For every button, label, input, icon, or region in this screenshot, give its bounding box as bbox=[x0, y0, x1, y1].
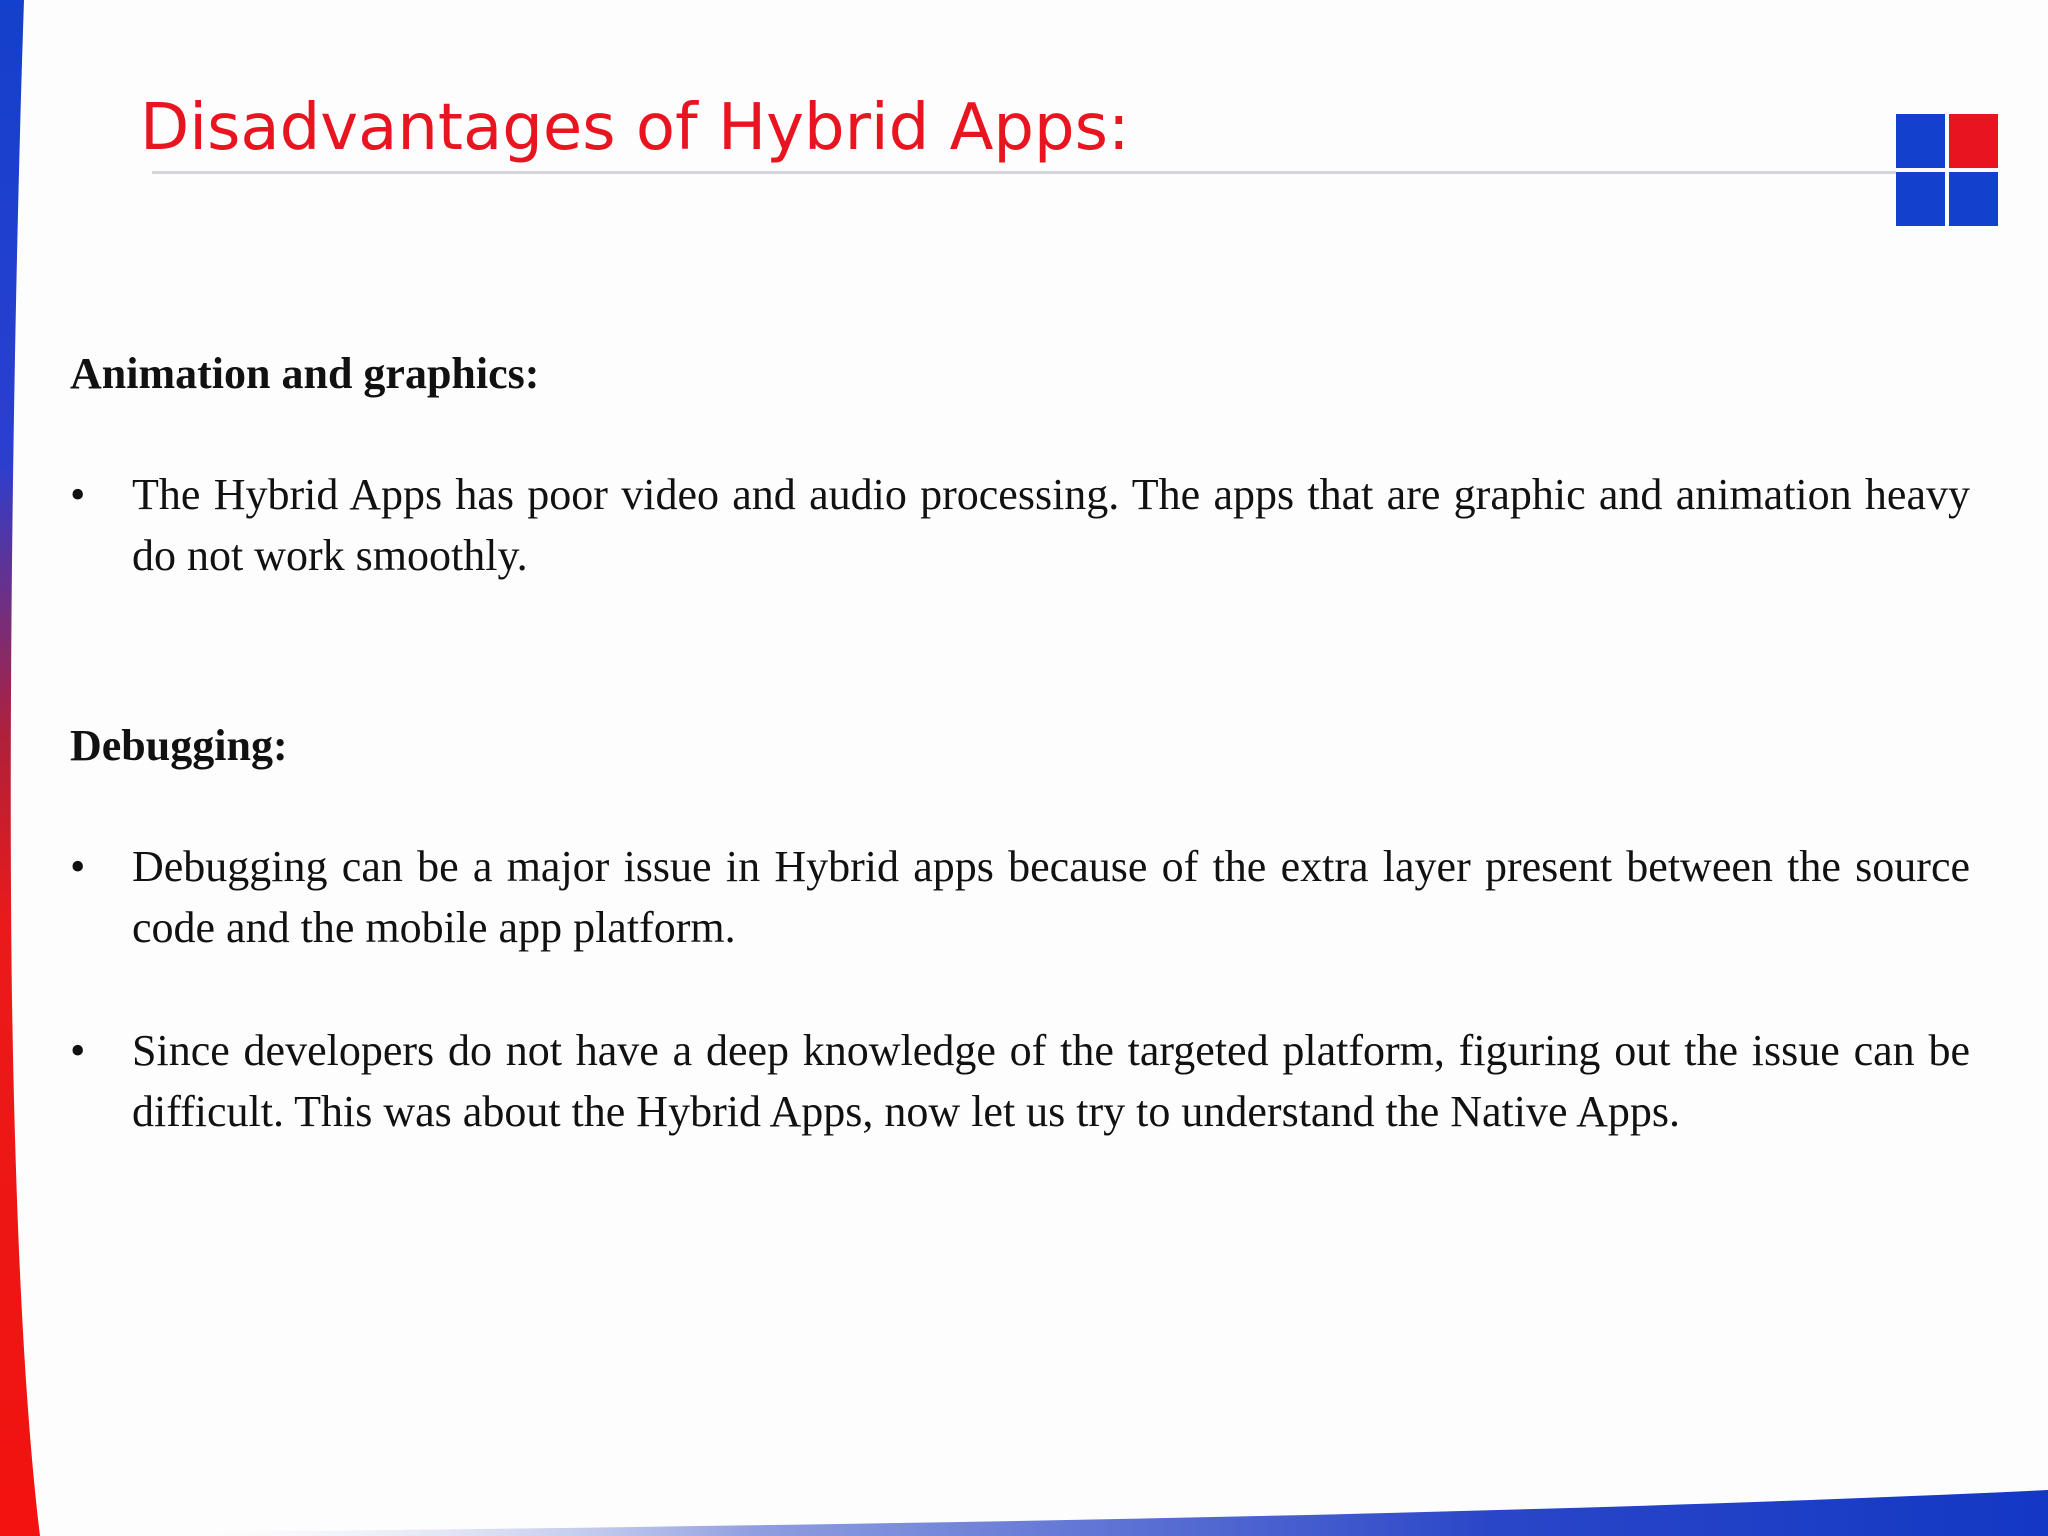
bullet-text: The Hybrid Apps has poor video and audio processing. The apps that are graphic and animation heavy do not work smoothly. bbox=[132, 470, 1970, 580]
logo-square-bottom-right bbox=[1949, 172, 1998, 226]
title-divider bbox=[152, 171, 1896, 174]
section-heading-animation: Animation and graphics: bbox=[70, 349, 540, 398]
bullet-marker: • bbox=[70, 842, 86, 891]
slide-body bbox=[70, 344, 1970, 1142]
section-heading-debugging: Debugging: bbox=[70, 721, 288, 770]
bullet-item bbox=[70, 836, 1970, 958]
bottom-accent-band bbox=[0, 1476, 2048, 1536]
bullet-item bbox=[70, 464, 1970, 586]
bullet-text: Since developers do not have a deep knowledge of the targeted platform, figuring out the issue can be difficult. This was about the Hybrid Apps, now let us try to understand the Native Apps. bbox=[132, 1026, 1970, 1136]
logo-square-bottom-left bbox=[1896, 172, 1945, 226]
bullet-text: Debugging can be a major issue in Hybrid apps because of the extra layer present between the source code and the mobile app platform. bbox=[132, 842, 1970, 952]
bullet-marker: • bbox=[70, 470, 86, 519]
logo-square-top-right bbox=[1949, 114, 1998, 168]
left-accent-band bbox=[0, 0, 60, 1536]
slide-title: Disadvantages of Hybrid Apps: bbox=[140, 91, 1130, 165]
bullet-marker: • bbox=[70, 1026, 86, 1075]
logo-square-top-left bbox=[1896, 114, 1945, 168]
bullet-item bbox=[70, 1020, 1970, 1142]
four-squares-logo-icon bbox=[1896, 114, 1998, 226]
